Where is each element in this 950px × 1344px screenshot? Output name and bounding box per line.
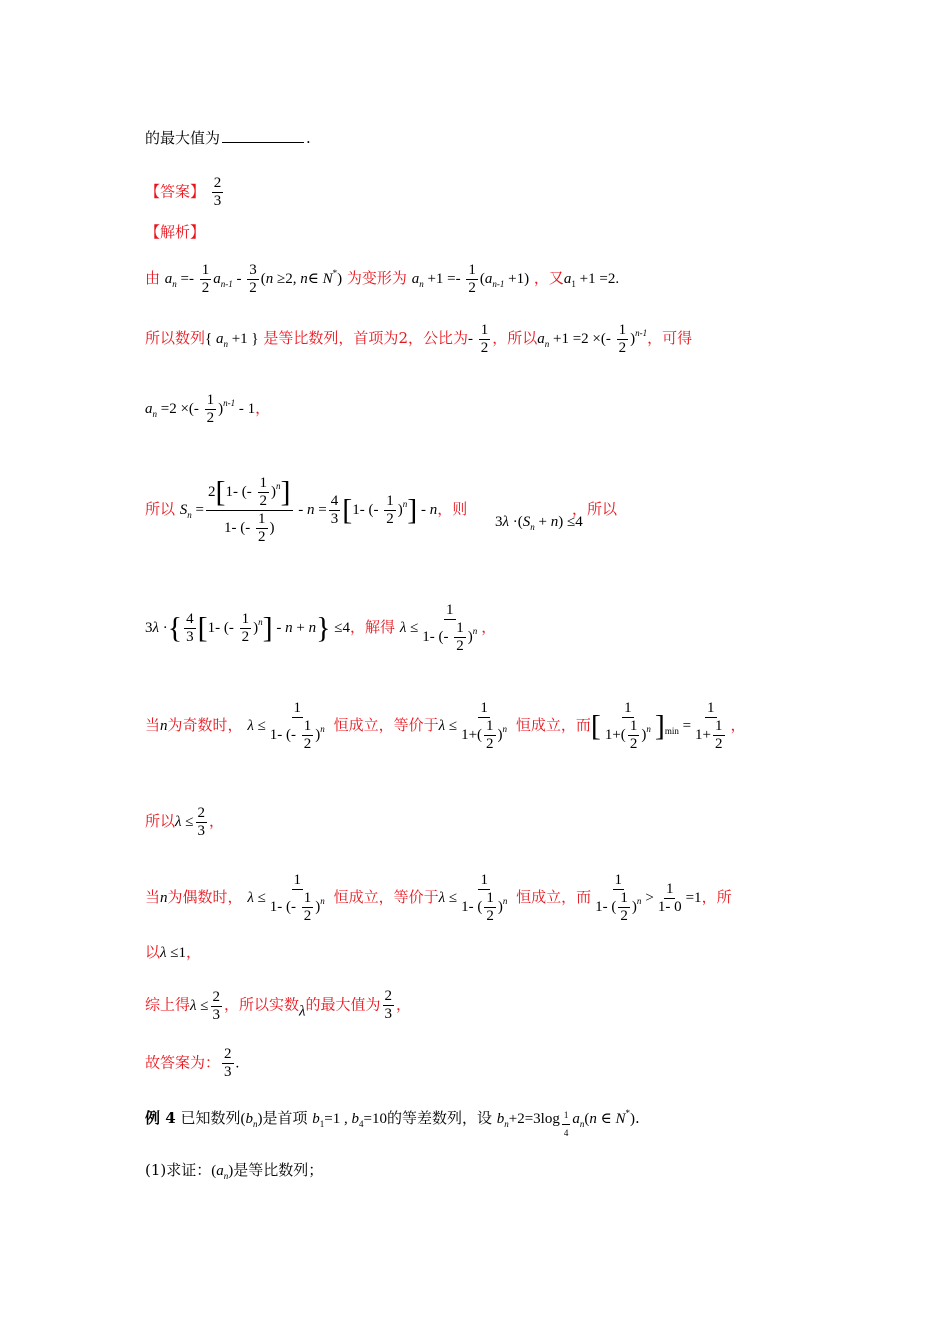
formula-log: $b_n+2=3\log$ $_{\frac{1}{4}}$ $a_n(n$ ∈ N*) <box>496 1108 635 1139</box>
formula-recurrence: $a_n$ =- $\frac{1}{2}$ $a_{n-1}$ - $\frac{3}{2}$ (n ≥2, n∈ N*) <box>164 262 343 296</box>
intro-line <box>145 128 311 148</box>
formula-an: $a_n =2$ ×(- $\frac{1}{2}$ )$^{n-1}$ - 1 <box>145 392 256 426</box>
formula-odd-2: λ ≤ 1 1+( $\frac{1}{2}$ )$^n$ <box>438 700 508 752</box>
formula-initial: $a_1 +1 =2$. <box>563 270 620 289</box>
line-recurrence: 由 $a_n$ =- $\frac{1}{2}$ $a_{n-1}$ - $\frac{3}{2}$ (n ≥2, n∈ N*) 为变形为 $a_n +1$ =- $\frac{1}{2}$ $(a_{n-1} +1)$ ，又$a_1 +1 =2$. <box>145 262 620 296</box>
formula-even-2: λ ≤ 1 1- ( $\frac{1}{2}$ )$^n$ <box>438 872 508 924</box>
formula-even-bound: 1 1- ( $\frac{1}{2}$ )$^n$ > $\frac{1}{1- 0}$ =1 <box>595 872 702 924</box>
formula-expanded: 3λ ·{ $\frac{4}{3}$ [1- (- $\frac{1}{2}$ )$^n$] - n + n} ≤4 <box>145 611 351 645</box>
line-odd: 当n为奇数时， λ ≤ 1 1- (- $\frac{1}{2}$ )$^n$ 恒成立，等价于λ ≤ 1 1+( $\frac{1}{2}$ )$^n$ 恒成立，而[ 1 1+( $\frac{1}{2}$ )$^n$ ]$_{min}$ = 1 1+ $\frac{1}{2}$ ， <box>145 700 746 752</box>
formula-an-seq: $(a_n)$ <box>211 1163 234 1181</box>
answer-tag: 【答案】 <box>145 182 206 201</box>
formula-general: $a_n +1 =2$ ×(- $\frac{1}{2}$ )$^{n-1}$ <box>537 322 648 356</box>
line-even-result: 以λ ≤1， <box>145 943 202 961</box>
formula-bn: $(b_n)$ <box>240 1111 263 1129</box>
formula-even-result: λ ≤1 <box>160 945 186 961</box>
formula-ineq: $3\lambda \cdot(S_n + n) \le 4$ <box>495 514 583 532</box>
final-fraction: $\frac{2}{3}$ <box>224 1046 232 1080</box>
line-odd-result: 所以λ ≤ $\frac{2}{3}$ ， <box>145 805 225 839</box>
line-even: 当n为偶数时， λ ≤ 1 1- (- $\frac{1}{2}$ )$^n$ 恒成立，等价于λ ≤ 1 1- ( $\frac{1}{2}$ )$^n$ 恒成立，而 1 1- ( $\frac{1}{2}$ )$^n$ > $\frac{1}{1- 0}$ =1，所 <box>145 872 732 924</box>
example-label: 例 4 <box>145 1109 176 1127</box>
formula-odd-result: λ ≤ $\frac{2}{3}$ <box>175 805 205 839</box>
formula-seq: { $a_n +1$ } <box>205 330 259 349</box>
formula-odd-1: λ ≤ 1 1- (- $\frac{1}{2}$ )$^n$ <box>247 700 325 752</box>
answer-blank <box>222 128 304 143</box>
question-1: (1)求证：$(a_n)$是等比数列； <box>145 1161 324 1181</box>
example-4: 例 4 已知数列$(b_n)$是首项 $b_1=1$ , $b_4=10$的等差数列，设 $b_n+2=3\log$ $_{\frac{1}{4}}$ $a_n(n$ ∈ N*). <box>145 1108 640 1139</box>
analysis-tag: 【解析】 <box>145 223 206 241</box>
line-sn: 所以 $S_n$ = 2[1- (- $\frac{1}{2}$ )$^n$] 1- (- $\frac{1}{2}$ ) - n = $\frac{4}{3}$ [1- (- $\frac{1}{2}$ )$^n$] - n，则 ，所以 <box>145 475 618 545</box>
answer-fraction: $\frac{2}{3}$ <box>213 175 222 209</box>
line-conclusion: 综上得λ ≤ $\frac{2}{3}$ ，所以实数λ的最大值为 $\frac{2}{3}$ ， <box>145 988 412 1023</box>
formula-conclusion: λ ≤ $\frac{2}{3}$ <box>190 988 220 1023</box>
line-solve: 3λ ·{ $\frac{4}{3}$ [1- (- $\frac{1}{2}$ )$^n$] - n + n} ≤4，解得 λ ≤ 1 1- (- $\frac{1}{2}$ )$^n$ ， <box>145 602 497 654</box>
formula-b-values: $b_1=1$ , $b_4=10$ <box>312 1111 387 1129</box>
line-final-answer: 故答案为： $\frac{2}{3}$ . <box>145 1046 240 1080</box>
line-geometric: 所以数列{ $a_n +1$ } 是等比数列，首项为2，公比为- $\frac{1}{2}$ ，所以$a_n +1 =2$ ×(- $\frac{1}{2}$ )$^{n-1}$，可得 <box>145 322 693 356</box>
formula-transformed: $a_n +1$ =- $\frac{1}{2}$ $(a_{n-1} +1)$ <box>411 262 530 296</box>
formula-ratio: - $\frac{1}{2}$ <box>468 322 489 356</box>
formula-odd-min: [ 1 1+( $\frac{1}{2}$ )$^n$ ]$_{min}$ = 1 1+ $\frac{1}{2}$ <box>590 700 723 752</box>
intro-text: 的最大值为 <box>145 129 221 147</box>
formula-sn: $S_n$ = 2[1- (- $\frac{1}{2}$ )$^n$] 1- (- $\frac{1}{2}$ ) - n = $\frac{4}{3}$ [1- (- $\frac{1}{2}$ )$^n$] - n <box>179 475 438 545</box>
answer-line <box>145 175 225 210</box>
intro-end: . <box>306 129 311 147</box>
formula-lambda: λ ≤ 1 1- (- $\frac{1}{2}$ )$^n$ <box>399 602 478 654</box>
formula-even-1: λ ≤ 1 1- (- $\frac{1}{2}$ )$^n$ <box>247 872 325 924</box>
line-an: $a_n =2$ ×(- $\frac{1}{2}$ )$^{n-1}$ - 1， <box>145 392 271 426</box>
